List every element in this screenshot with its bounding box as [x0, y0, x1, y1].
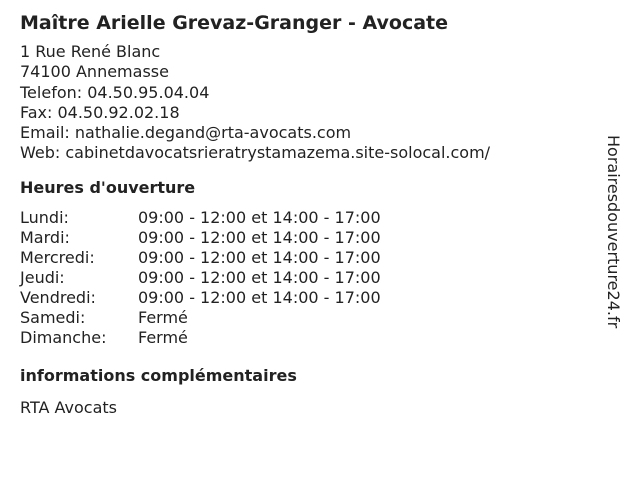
day-hours: 09:00 - 12:00 et 14:00 - 17:00	[138, 267, 381, 287]
phone-number: Telefon: 04.50.95.04.04	[20, 82, 210, 102]
day-hours: Fermé	[138, 307, 188, 327]
day-hours: 09:00 - 12:00 et 14:00 - 17:00	[138, 227, 381, 247]
day-label: Dimanche:	[20, 327, 107, 347]
hours-row-monday	[20, 208, 600, 228]
street-address: 1 Rue René Blanc	[20, 42, 161, 61]
business-title: Maître Arielle Grevaz-Granger - Avocate	[20, 12, 449, 34]
fax-number: Fax: 04.50.92.02.18	[20, 102, 180, 122]
day-hours: 09:00 - 12:00 et 14:00 - 17:00	[138, 247, 381, 267]
day-label: Samedi:	[20, 307, 86, 327]
day-hours: Fermé	[138, 327, 188, 347]
day-label: Mardi:	[20, 227, 70, 247]
hours-row-thursday	[20, 268, 600, 288]
opening-hours-heading: Heures d'ouverture	[20, 177, 196, 197]
hours-row-wednesday	[20, 248, 600, 268]
site-watermark: Horairesdouverture24.fr	[604, 135, 623, 329]
hours-row-friday	[20, 288, 600, 308]
day-label: Lundi:	[20, 207, 69, 227]
business-card	[20, 10, 600, 418]
website-address: Web: cabinetdavocatsrieratrystamazema.site-solocal.com/	[20, 143, 491, 163]
day-hours: 09:00 - 12:00 et 14:00 - 17:00	[138, 207, 381, 227]
additional-info-heading: informations complémentaires	[20, 365, 297, 385]
day-label: Vendredi:	[20, 287, 96, 307]
hours-row-saturday	[20, 308, 600, 328]
additional-info-text: RTA Avocats	[20, 397, 117, 417]
hours-row-tuesday	[20, 228, 600, 248]
hours-row-sunday	[20, 328, 600, 348]
day-label: Mercredi:	[20, 247, 95, 267]
day-hours: 09:00 - 12:00 et 14:00 - 17:00	[138, 287, 381, 307]
contact-block	[20, 42, 600, 164]
city-postcode: 74100 Annemasse	[20, 62, 169, 82]
email-address: Email: nathalie.degand@rta-avocats.com	[20, 123, 352, 143]
opening-hours-table	[20, 208, 600, 348]
day-label: Jeudi:	[20, 267, 65, 287]
